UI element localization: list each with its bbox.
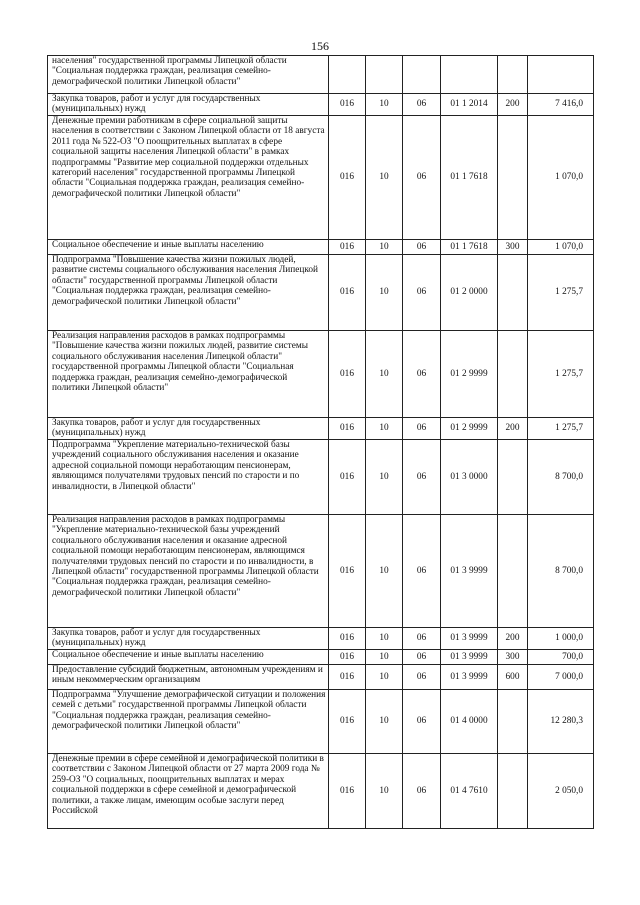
- row-expense-type: [498, 754, 528, 829]
- table-row: [48, 418, 594, 440]
- row-expense-type: [498, 255, 528, 331]
- row-expense-type: [498, 515, 528, 628]
- row-target-article: 01 2 0000: [441, 255, 498, 331]
- row-target-article: 01 3 9999: [441, 628, 498, 650]
- row-admin-code: 016: [329, 628, 366, 650]
- row-subsection: 06: [403, 515, 441, 628]
- row-target-article: 01 2 9999: [441, 331, 498, 418]
- row-section: [366, 56, 403, 94]
- row-name: Социальное обеспечение и иные выплаты населению: [48, 240, 329, 255]
- table-row: [48, 754, 594, 829]
- row-expense-type: [498, 690, 528, 754]
- table-row: [48, 440, 594, 515]
- row-name: Социальное обеспечение и иные выплаты населению: [48, 650, 329, 665]
- row-name: Предоставление субсидий бюджетным, автономным учреждениям и иным некоммерческим организациям: [48, 665, 329, 690]
- row-subsection: 06: [403, 240, 441, 255]
- row-admin-code: 016: [329, 116, 366, 240]
- row-section: 10: [366, 240, 403, 255]
- table-row: [48, 690, 594, 754]
- row-target-article: 01 1 7618: [441, 116, 498, 240]
- row-subsection: 06: [403, 440, 441, 515]
- row-section: 10: [366, 515, 403, 628]
- row-admin-code: 016: [329, 94, 366, 116]
- row-section: 10: [366, 690, 403, 754]
- row-amount: 7 000,0: [528, 665, 594, 690]
- row-amount: 1 070,0: [528, 240, 594, 255]
- row-name: Подпрограмма "Укрепление материально-технической базы учреждений социального обслуживания населения и оказание адресной социальной помощи неработающим пенсионерам, являющимся получателями трудовых пенсий по старости и по инвалидности, в Липецкой области": [48, 440, 329, 515]
- row-admin-code: 016: [329, 690, 366, 754]
- row-subsection: [403, 56, 441, 94]
- table-row: [48, 116, 594, 240]
- row-subsection: 06: [403, 331, 441, 418]
- row-target-article: 01 3 0000: [441, 440, 498, 515]
- row-section: 10: [366, 418, 403, 440]
- row-admin-code: 016: [329, 255, 366, 331]
- row-admin-code: 016: [329, 650, 366, 665]
- row-section: 10: [366, 628, 403, 650]
- row-expense-type: 300: [498, 240, 528, 255]
- row-expense-type: 300: [498, 650, 528, 665]
- row-amount: 2 050,0: [528, 754, 594, 829]
- row-subsection: 06: [403, 665, 441, 690]
- row-name: Подпрограмма "Повышение качества жизни пожилых людей, развитие системы социального обслуживания населения Липецкой области" государственной программы Липецкой области "Социальная поддержка граждан, реализация семейно-демографической политики Липецкой области": [48, 255, 329, 331]
- row-name: Подпрограмма "Улучшение демографической ситуации и положения семей с детьми" государственной программы Липецкой области "Социальная поддержка граждан, реализация семейно-демографической политики Липецкой области": [48, 690, 329, 754]
- row-admin-code: 016: [329, 440, 366, 515]
- table-row: [48, 628, 594, 650]
- row-admin-code: 016: [329, 754, 366, 829]
- row-section: 10: [366, 331, 403, 418]
- row-amount: 7 416,0: [528, 94, 594, 116]
- row-amount: 8 700,0: [528, 515, 594, 628]
- row-expense-type: 200: [498, 628, 528, 650]
- row-admin-code: 016: [329, 240, 366, 255]
- row-section: 10: [366, 116, 403, 240]
- table-row: [48, 665, 594, 690]
- table-row: [48, 515, 594, 628]
- row-subsection: 06: [403, 690, 441, 754]
- row-section: 10: [366, 665, 403, 690]
- row-expense-type: [498, 440, 528, 515]
- row-target-article: 01 1 2014: [441, 94, 498, 116]
- row-name: Закупка товаров, работ и услуг для государственных (муниципальных) нужд: [48, 94, 329, 116]
- row-amount: 1 275,7: [528, 255, 594, 331]
- row-target-article: 01 3 9999: [441, 650, 498, 665]
- row-name: Реализация направления расходов в рамках подпрограммы "Повышение качества жизни пожилых людей, развитие системы социального обслуживания населения Липецкой области" государственной программы Липецкой области "Социальная поддержка граждан, реализация семейно-демографической политики Липецкой области": [48, 331, 329, 418]
- page-number: 156: [311, 39, 329, 53]
- row-subsection: 06: [403, 418, 441, 440]
- row-target-article: [441, 56, 498, 94]
- row-target-article: 01 4 0000: [441, 690, 498, 754]
- row-section: 10: [366, 440, 403, 515]
- table-row: [48, 56, 594, 94]
- row-expense-type: 200: [498, 418, 528, 440]
- row-amount: 1 000,0: [528, 628, 594, 650]
- row-name: населения" государственной программы Липецкой области "Социальная поддержка граждан, реализация семейно-демографической политики Липецкой области": [48, 56, 329, 94]
- table-row: [48, 650, 594, 665]
- row-name: Закупка товаров, работ и услуг для государственных (муниципальных) нужд: [48, 418, 329, 440]
- budget-table: [47, 55, 594, 829]
- row-subsection: 06: [403, 116, 441, 240]
- table-row: [48, 331, 594, 418]
- row-target-article: 01 3 9999: [441, 515, 498, 628]
- row-section: 10: [366, 650, 403, 665]
- row-name: Закупка товаров, работ и услуг для государственных (муниципальных) нужд: [48, 628, 329, 650]
- row-target-article: 01 1 7618: [441, 240, 498, 255]
- row-amount: 1 070,0: [528, 116, 594, 240]
- row-amount: 1 275,7: [528, 418, 594, 440]
- row-expense-type: 600: [498, 665, 528, 690]
- row-target-article: 01 2 9999: [441, 418, 498, 440]
- row-expense-type: [498, 116, 528, 240]
- row-subsection: 06: [403, 628, 441, 650]
- row-name: Реализация направления расходов в рамках подпрограммы "Укрепление материально-технической базы учреждений социального обслуживания населения и оказание адресной социальной помощи неработающим пенсионерам, являющимся получателями трудовых пенсий по старости и по инвалидности, в Липецкой области" государственной программы Липецкой области "Социальная поддержка граждан, реализация семейно-демографической политики Липецкой области": [48, 515, 329, 628]
- row-name: Денежные премии в сфере семейной и демографической политики в соответствии с Законом Липецкой области от 27 марта 2009 года № 259-ОЗ "О социальных, поощрительных выплатах и мерах социальной поддержки в сфере семейной и демографической политики, а также лицам, имеющим особые заслуги перед Российской: [48, 754, 329, 829]
- row-admin-code: 016: [329, 515, 366, 628]
- row-expense-type: 200: [498, 94, 528, 116]
- row-section: 10: [366, 754, 403, 829]
- table-row: [48, 94, 594, 116]
- row-admin-code: [329, 56, 366, 94]
- row-amount: 8 700,0: [528, 440, 594, 515]
- row-subsection: 06: [403, 754, 441, 829]
- row-name: Денежные премии работникам в сфере социальной защиты населения в соответствии с Законом Липецкой области от 18 августа 2011 года № 522-ОЗ "О поощрительных выплатах в сфере социальной защиты населения Липецкой области" в рамках подпрограммы "Развитие мер социальной поддержки отдельных категорий населения" государственной программы Липецкой области "Социальная поддержка граждан, реализация семейно-демографической политики Липецкой области": [48, 116, 329, 240]
- row-section: 10: [366, 94, 403, 116]
- row-expense-type: [498, 56, 528, 94]
- row-amount: 700,0: [528, 650, 594, 665]
- row-target-article: 01 3 9999: [441, 665, 498, 690]
- row-target-article: 01 4 7610: [441, 754, 498, 829]
- table-row: [48, 255, 594, 331]
- row-expense-type: [498, 331, 528, 418]
- row-admin-code: 016: [329, 665, 366, 690]
- row-admin-code: 016: [329, 418, 366, 440]
- table-row: [48, 240, 594, 255]
- row-section: 10: [366, 255, 403, 331]
- row-subsection: 06: [403, 94, 441, 116]
- row-amount: 1 275,7: [528, 331, 594, 418]
- budget-table-body: [48, 56, 594, 829]
- row-subsection: 06: [403, 650, 441, 665]
- row-admin-code: 016: [329, 331, 366, 418]
- row-amount: [528, 56, 594, 94]
- row-subsection: 06: [403, 255, 441, 331]
- row-amount: 12 280,3: [528, 690, 594, 754]
